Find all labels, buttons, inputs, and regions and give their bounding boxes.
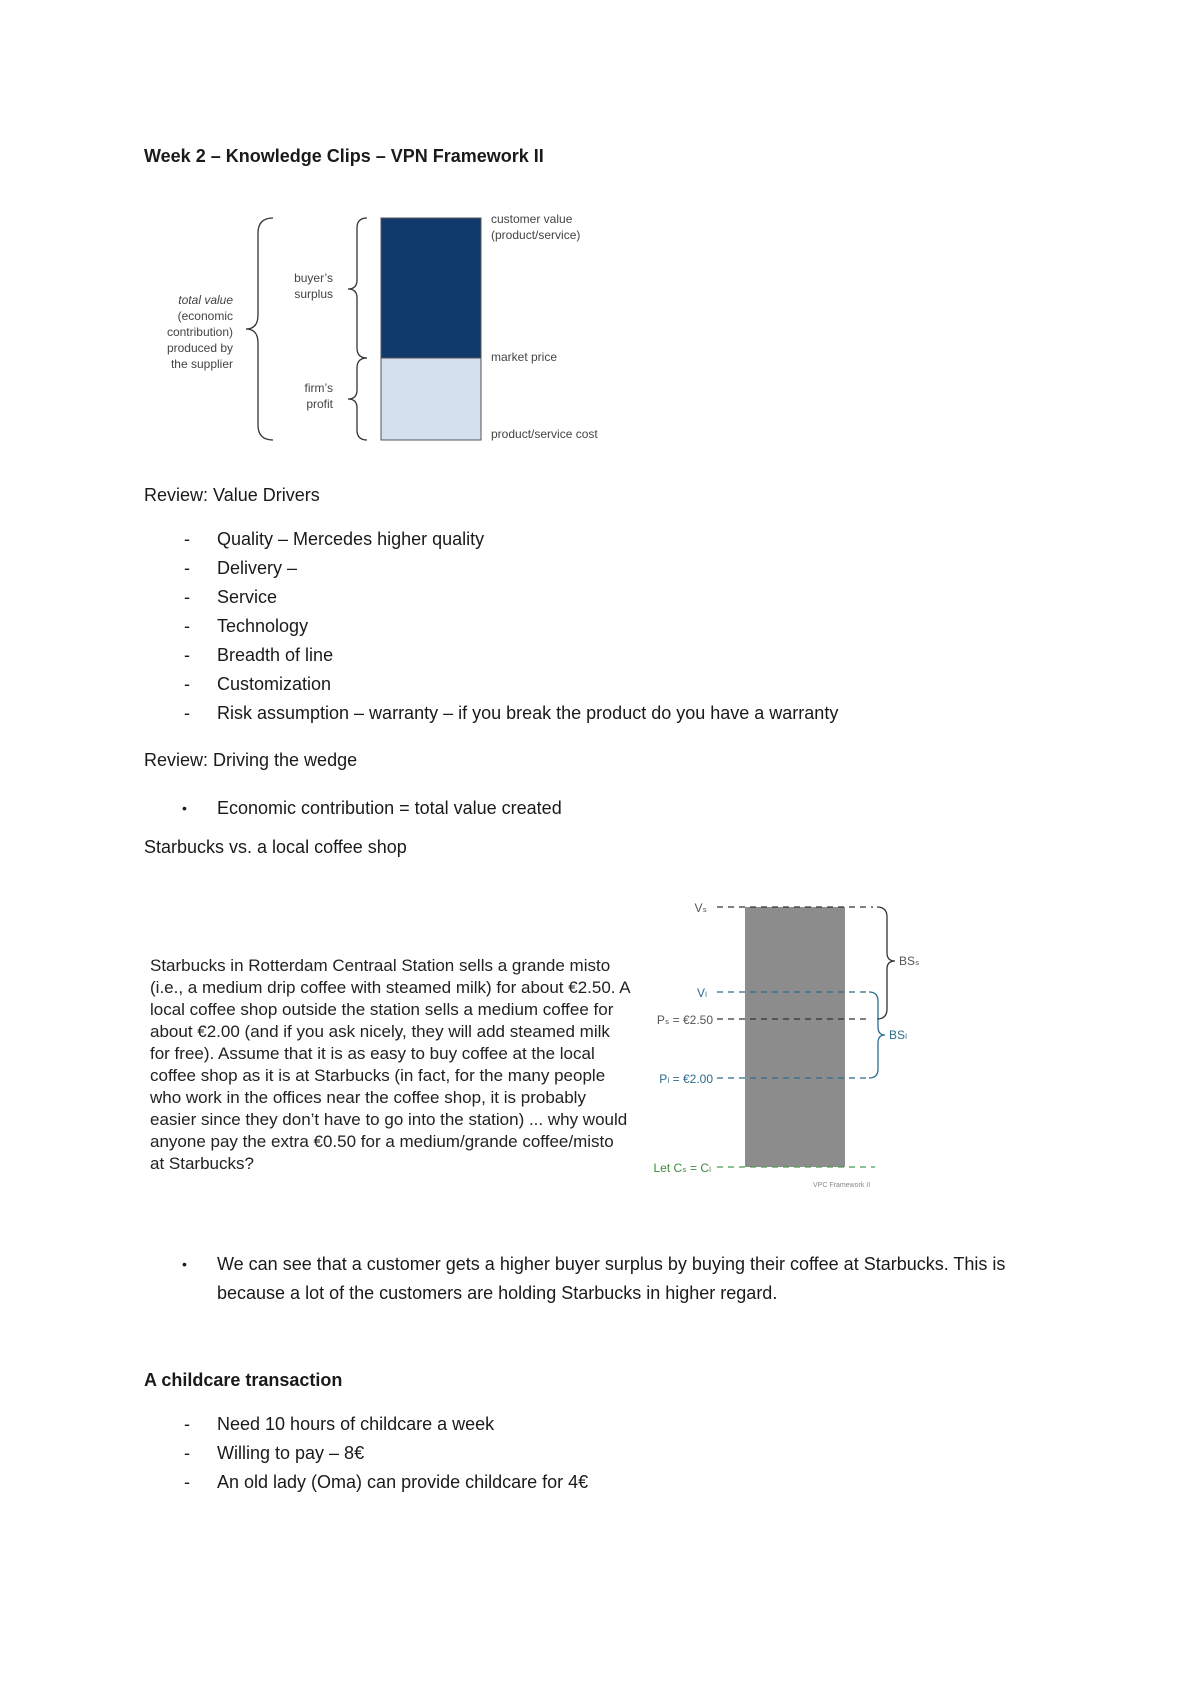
product-cost-label: product/service cost (491, 427, 598, 441)
dash-marker: - (184, 645, 190, 665)
value-drivers-list (144, 525, 838, 728)
buyers-surplus-label: surplus (294, 287, 333, 301)
coffee-surplus-figure (635, 895, 935, 1200)
total-value-label: contribution) (166, 325, 233, 339)
childcare-heading: A childcare transaction (144, 1370, 343, 1390)
buyers-surplus-bar (381, 218, 481, 358)
list-item (144, 670, 838, 699)
total-value-label: total value (178, 293, 233, 307)
list-item-text: Delivery – (217, 558, 298, 578)
conclusion-text: We can see that a customer gets a higher buyer surplus by buying their coffee at Starbucks. This is because a lot of the customers are holding Starbucks in higher regard. (217, 1254, 1006, 1303)
list-item (144, 1410, 588, 1439)
list-item (144, 1439, 588, 1468)
list-item-text: Economic contribution = total value created (217, 798, 562, 818)
dash-marker: - (184, 703, 190, 723)
starbucks-conclusion (144, 1250, 1074, 1308)
dash-marker: - (184, 616, 190, 636)
list-item-text: Need 10 hours of childcare a week (217, 1414, 495, 1434)
firms-profit-label: firm’s (304, 381, 333, 395)
list-item-text: Willing to pay – 8€ (217, 1443, 365, 1463)
list-item-text: Risk assumption – warranty – if you break the product do you have a warranty (217, 703, 839, 723)
dash-marker: - (184, 1472, 190, 1492)
list-item-text: Breadth of line (217, 645, 334, 665)
bsl-brace (869, 992, 885, 1078)
dash-marker: - (184, 674, 190, 694)
starbucks-heading: Starbucks vs. a local coffee shop (144, 837, 407, 857)
wedge-heading: Review: Driving the wedge (144, 750, 358, 770)
dash-marker: - (184, 529, 190, 549)
firms-profit-brace (348, 358, 367, 440)
firms-profit-label: profit (306, 397, 333, 411)
buyers-surplus-brace (348, 218, 367, 358)
vs-label: Vₛ (694, 901, 707, 915)
list-item (144, 525, 838, 554)
customer-value-label: (product/service) (491, 228, 581, 242)
dash-marker: - (184, 1443, 190, 1463)
list-item-text: Service (217, 587, 278, 607)
page-title: Week 2 – Knowledge Clips – VPN Framework II (144, 146, 544, 166)
value-bar (745, 907, 845, 1167)
vl-label: Vₗ (697, 986, 707, 1000)
list-item (144, 641, 838, 670)
list-item (144, 612, 838, 641)
list-item (144, 554, 838, 583)
value-wedge-figure (155, 205, 615, 455)
bss-label: BSₛ (899, 954, 920, 968)
ps-label: Pₛ = €2.50 (656, 1013, 713, 1027)
list-item (144, 1468, 588, 1497)
list-item-text: Customization (217, 674, 332, 694)
value-wedge-diagram (155, 205, 615, 455)
dash-marker: - (184, 1414, 190, 1434)
customer-value-label: customer value (491, 212, 573, 226)
list-item-text: An old lady (Oma) can provide childcare for 4€ (217, 1472, 589, 1492)
wedge-list (144, 794, 562, 823)
chart-caption: VPC Framework II (813, 1182, 871, 1189)
starbucks-case-text: Starbucks in Rotterdam Centraal Station sells a grande misto (i.e., a medium drip coffee with steamed milk) for about €2.50. A local coffee shop outside the station sells a medium coffee for about €2.00 (and if you ask nicely, they will add steamed milk for free). Assume that it is as easy to buy coffee at the local coffee shop as it is at Starbucks (in fact, for the many people who work in the offices near the coffee shop, it is probably easier since they don’t have to go into the station) ... why would anyone pay the extra €0.50 for a medium/grande coffee/misto at Starbucks? (150, 956, 630, 1173)
total-value-label: (economic (177, 309, 233, 323)
childcare-list (144, 1410, 588, 1497)
pl-label: Pₗ = €2.00 (659, 1072, 713, 1086)
list-item-text: Technology (217, 616, 309, 636)
bsl-label: BSₗ (889, 1028, 907, 1042)
bullet-marker: • (182, 800, 187, 816)
buyers-surplus-label: buyer’s (294, 271, 333, 285)
bss-brace (877, 907, 895, 1019)
cost-label: Let Cₛ = Cₗ (653, 1161, 711, 1175)
market-price-label: market price (491, 350, 558, 364)
firms-profit-bar (381, 358, 481, 440)
coffee-surplus-diagram (635, 895, 935, 1200)
total-value-brace (246, 218, 273, 440)
total-value-label: the supplier (170, 357, 233, 371)
bullet-marker: • (182, 1256, 187, 1272)
total-value-label: produced by (166, 341, 233, 355)
list-item (144, 583, 838, 612)
dash-marker: - (184, 558, 190, 578)
value-drivers-heading: Review: Value Drivers (144, 485, 320, 505)
list-item (144, 794, 562, 823)
list-item (144, 699, 838, 728)
dash-marker: - (184, 587, 190, 607)
list-item-text: Quality – Mercedes higher quality (217, 529, 485, 549)
